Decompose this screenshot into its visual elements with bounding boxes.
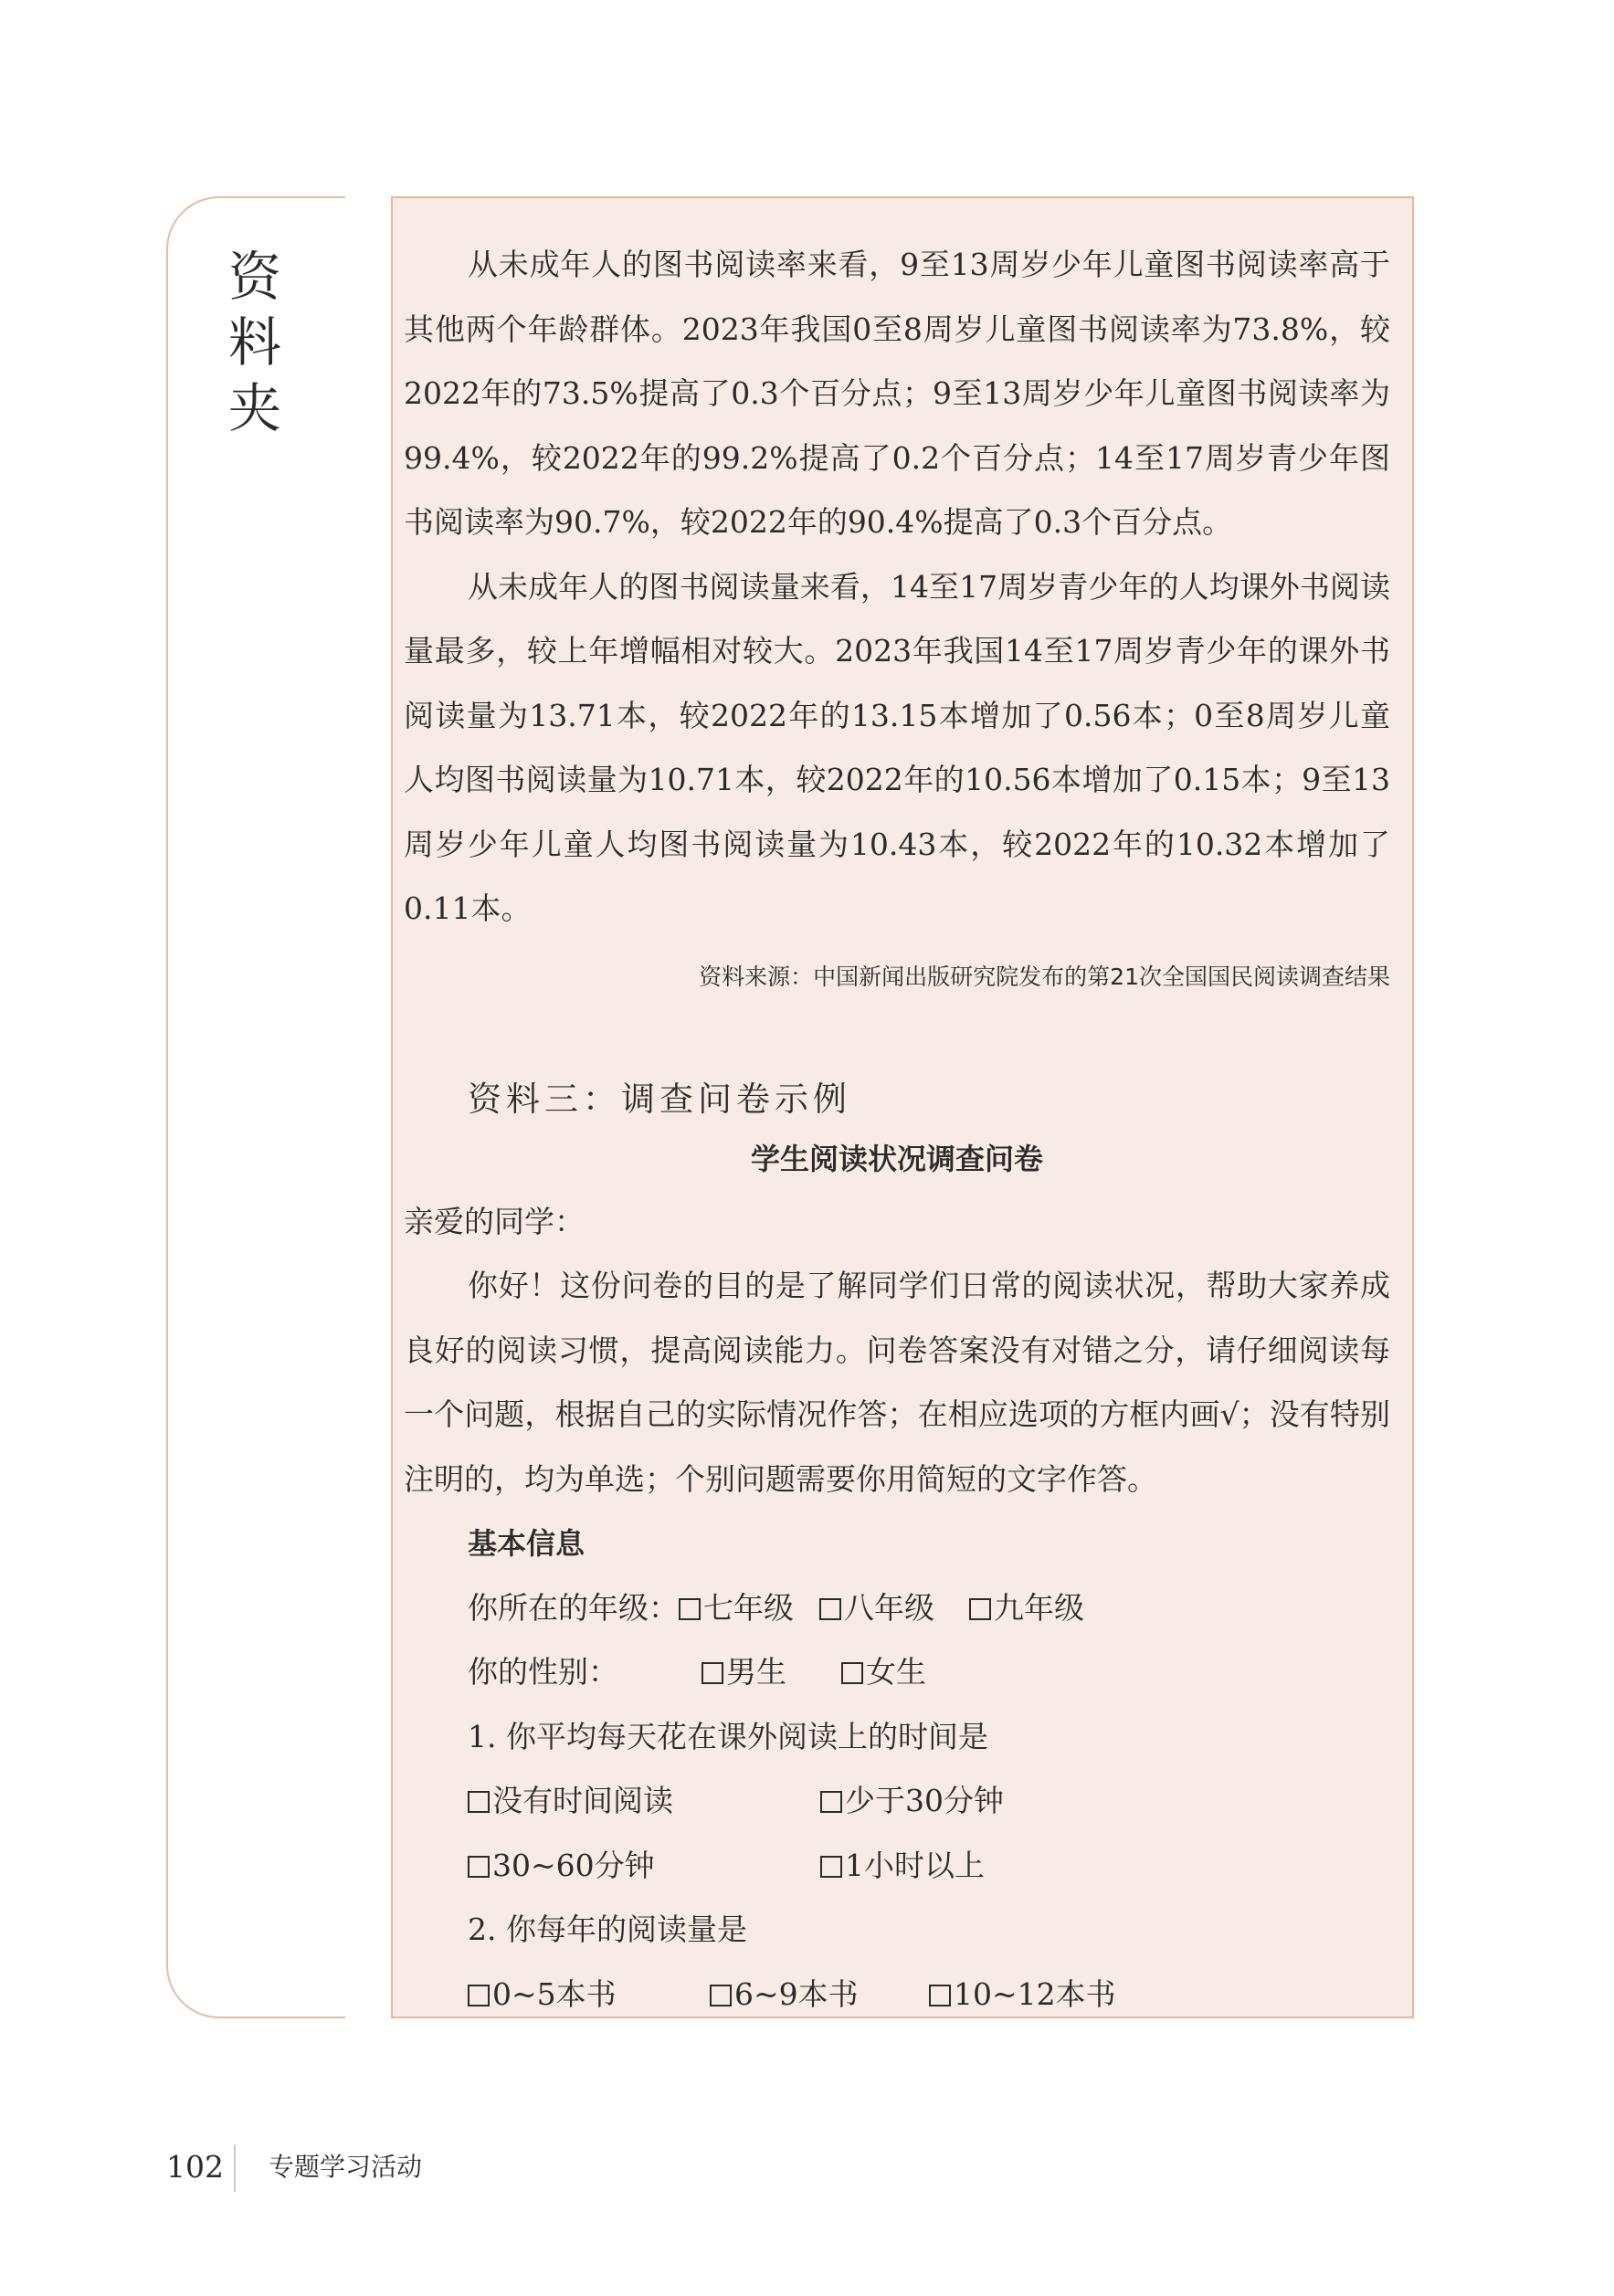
gender-row bbox=[404, 1640, 1390, 1705]
paragraph-reading-volume: 从未成年人的图书阅读量来看，14至17周岁青少年的人均课外书阅读量最多，较上年增幅相对较大。2023年我国14至17周岁青少年的课外书阅读量为13.71本，较2022年的13.15本增加了0.56本；0至8周岁儿童人均图书阅读量为10.71本，较2022年的10.56本增加了0.15本；9至13周岁少年儿童人均图书阅读量为10.43本，较2022年的10.32本增加了0.11本。 bbox=[404, 568, 1390, 926]
grade-option[interactable]: 九年级 bbox=[969, 1576, 1084, 1641]
grade-option[interactable]: 七年级 bbox=[679, 1576, 794, 1641]
checkbox[interactable] bbox=[820, 1856, 842, 1878]
question-2: 2. 你每年的阅读量是 bbox=[468, 1912, 747, 1947]
basic-info-heading: 基本信息 bbox=[468, 1526, 585, 1561]
q1-options-row-1 bbox=[404, 1769, 1390, 1834]
source-note: 资料来源：中国新闻出版研究院发布的第21次全国国民阅读调查结果 bbox=[699, 963, 1390, 990]
q1-option[interactable]: 没有时间阅读 bbox=[468, 1769, 820, 1834]
grade-option[interactable]: 八年级 bbox=[819, 1576, 934, 1641]
q1-option[interactable]: 1小时以上 bbox=[820, 1834, 985, 1899]
q1-option[interactable]: 少于30分钟 bbox=[820, 1769, 1004, 1834]
gender-label: 你的性别： bbox=[468, 1654, 618, 1690]
checkbox[interactable] bbox=[468, 1791, 490, 1813]
checkbox[interactable] bbox=[929, 1985, 951, 2006]
checkbox[interactable] bbox=[969, 1598, 991, 1620]
checkbox[interactable] bbox=[468, 1985, 490, 2006]
sidebar-tab bbox=[166, 196, 345, 2018]
checkbox[interactable] bbox=[819, 1598, 841, 1620]
footer-divider bbox=[234, 2144, 236, 2192]
footer-section-label: 专题学习活动 bbox=[269, 2152, 423, 2182]
gender-option[interactable]: 男生 bbox=[702, 1640, 786, 1705]
greeting: 亲爱的同学： bbox=[404, 1203, 585, 1239]
sidebar-title: 资料夹 bbox=[227, 246, 281, 439]
checkbox[interactable] bbox=[841, 1662, 863, 1684]
q1-options-row-2 bbox=[404, 1834, 1390, 1899]
gender-option[interactable]: 女生 bbox=[841, 1640, 926, 1705]
paragraph-reading-rate: 从未成年人的图书阅读率来看，9至13周岁少年儿童图书阅读率高于其他两个年龄群体。2023年我国0至8周岁儿童图书阅读率为73.8%，较2022年的73.5%提高了0.3个百分点；9至13周岁少年儿童图书阅读率为99.4%，较2022年的99.2%提高了0.2个百分点；14至17周岁青少年图书阅读率为90.7%，较2022年的90.4%提高了0.3个百分点。 bbox=[404, 247, 1390, 540]
q1-option[interactable]: 30~60分钟 bbox=[468, 1834, 820, 1899]
panel-content bbox=[404, 233, 1390, 2027]
question-1: 1. 你平均每天花在课外阅读上的时间是 bbox=[468, 1718, 988, 1754]
checkbox[interactable] bbox=[710, 1985, 732, 2006]
checkbox[interactable] bbox=[702, 1662, 723, 1684]
grade-label: 你所在的年级： bbox=[468, 1589, 679, 1626]
page-number: 102 bbox=[166, 2149, 224, 2185]
q2-option[interactable]: 10~12本书 bbox=[929, 1963, 1116, 2027]
questionnaire-intro: 你好！这份问卷的目的是了解同学们日常的阅读状况，帮助大家养成良好的阅读习惯，提高阅读能力。问卷答案没有对错之分，请仔细阅读每一个问题，根据自己的实际情况作答；在相应选项的方框内画√；没有特别注明的，均为单选；个别问题需要你用简短的文字作答。 bbox=[404, 1268, 1390, 1497]
grade-row bbox=[404, 1576, 1390, 1641]
section-title: 资料三：调查问卷示例 bbox=[468, 1079, 851, 1119]
checkbox[interactable] bbox=[679, 1598, 701, 1620]
q2-option[interactable]: 6~9本书 bbox=[710, 1963, 929, 2027]
q2-options-row bbox=[404, 1963, 1390, 2027]
checkbox[interactable] bbox=[468, 1856, 490, 1878]
q2-option[interactable]: 0~5本书 bbox=[468, 1963, 710, 2027]
checkbox[interactable] bbox=[820, 1791, 842, 1813]
questionnaire-title: 学生阅读状况调查问卷 bbox=[750, 1141, 1043, 1176]
